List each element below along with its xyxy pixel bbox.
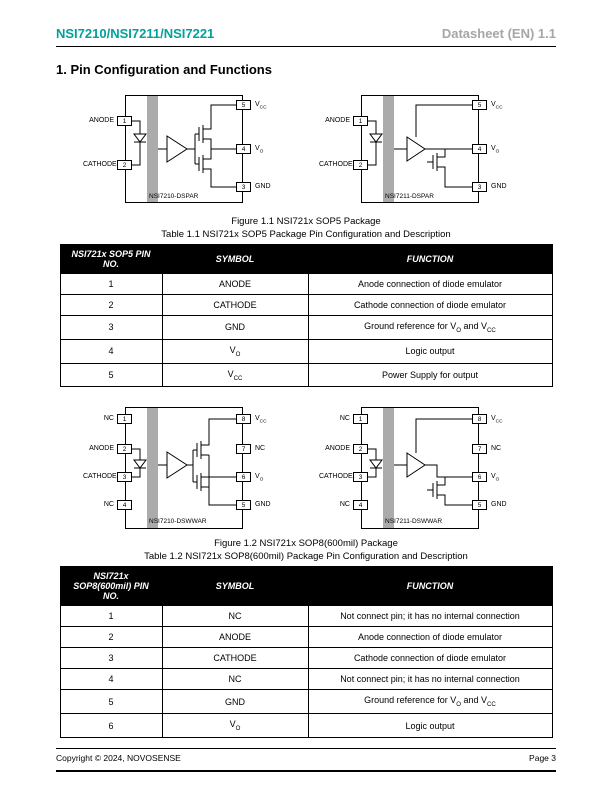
table-cell: $V_{CC}$ [162,363,308,387]
pin-label: CATHODE [83,473,117,481]
table-cell: 3 [60,648,162,669]
pin-box: 6 [236,472,251,482]
pin-label: ANODE [325,445,350,453]
pin-box: 5 [472,100,487,110]
table-row [60,627,552,648]
sop5-figure-row [56,89,556,213]
pin-box: 8 [236,414,251,424]
table-cell: ANODE [162,627,308,648]
table-cell: Cathode connection of diode emulator [308,648,552,669]
pin-box: 4 [353,500,368,510]
table-cell: CATHODE [162,295,308,316]
pin-box: 2 [353,444,368,454]
table-row [60,295,552,316]
pin-label: CATHODE [83,161,117,168]
package-diagram-nsi7210-dspar [83,89,293,213]
pin-box: 7 [472,444,487,454]
table-row [60,363,552,387]
pin-label: ANODE [325,117,350,124]
pin-box: 1 [117,116,132,126]
figure-caption: Figure 1.2 NSI721x SOP8(600mil) Package [214,538,398,550]
table-cell: Anode connection of diode emulator [308,627,552,648]
pin-box: 1 [117,414,132,424]
pin-box: 6 [472,472,487,482]
table-caption: Table 1.1 NSI721x SOP5 Package Pin Configuration and Description [161,229,451,240]
table-cell: Logic output [308,339,552,363]
table-cell: NC [162,606,308,627]
pin-box: 2 [117,444,132,454]
footer-bottom-bar [56,770,556,773]
section-title: 1. Pin Configuration and Functions [56,62,272,77]
pin-box: 1 [353,414,368,424]
column-header: NSI721x SOP8(600mil) PIN NO. [60,567,162,606]
pin-label: NC [255,445,266,453]
copyright-text: Copyright © 2024, NOVOSENSE [56,752,181,763]
table-cell: 1 [60,606,162,627]
sop8-figure-row [56,403,556,535]
part-number-label: NSI7210-DSPAR [149,193,199,200]
table-row [60,648,552,669]
pin-box: 2 [353,160,368,170]
table-cell: NC [162,669,308,690]
column-header: SYMBOL [162,245,308,274]
column-header: FUNCTION [308,567,552,606]
table-row [60,274,552,295]
pin-label: $V_O$ [255,473,264,483]
table-row [60,339,552,363]
table-cell: Ground reference for $V_O$ and $V_{CC}$ [308,316,552,340]
isolation-barrier [147,408,158,528]
package-diagram-nsi7210-dswwar [83,403,293,535]
isolation-barrier [383,96,394,202]
pin-box: 7 [236,444,251,454]
isolation-barrier [147,96,158,202]
pin-label: CATHODE [319,161,353,168]
pin-box: 5 [472,500,487,510]
pin-label: GND [255,183,271,190]
page-footer [56,748,556,773]
pin-label: $V_{CC}$ [491,101,503,111]
table-cell: ANODE [162,274,308,295]
table-caption: Table 1.2 NSI721x SOP8(600mil) Package Pin Configuration and Description [144,551,468,563]
pin-box: 4 [236,144,251,154]
table-cell: 5 [60,690,162,714]
pin-box: 4 [472,144,487,154]
sop5-pin-table [60,244,553,387]
part-number-label: NSI7210-DSWWAR [149,518,207,526]
part-number-label: NSI7211-DSWWAR [385,518,443,526]
pin-label: NC [103,501,114,509]
pin-label: NC [491,445,502,453]
pin-box: 8 [472,414,487,424]
package-diagram-nsi7211-dspar [319,89,529,213]
package-diagram-nsi7211-dswwar [319,403,529,535]
datasheet-version-label: Datasheet (EN) 1.1 [441,26,556,41]
pin-box: 3 [353,472,368,482]
table-cell: 2 [60,627,162,648]
pin-label: ANODE [89,117,114,124]
table-cell: Not connect pin; it has no internal connection [308,606,552,627]
document-title: NSI7210/NSI7211/NSI7221 [56,26,215,41]
pin-label: $V_{CC}$ [255,101,267,111]
table-cell: Logic output [308,714,552,738]
pin-label: CATHODE [319,473,353,481]
table-cell: Ground reference for $V_O$ and $V_{CC}$ [308,690,552,714]
table-cell: 2 [60,295,162,316]
pin-label: $V_{CC}$ [491,415,503,425]
pin-label: GND [491,501,507,509]
table-cell: 1 [60,274,162,295]
table-cell: Anode connection of diode emulator [308,274,552,295]
pin-label: GND [255,501,271,509]
pin-box: 3 [472,182,487,192]
table-cell: 3 [60,316,162,340]
column-header: FUNCTION [308,245,552,274]
table-row [60,690,552,714]
pin-label: $V_O$ [255,145,264,155]
pin-box: 5 [236,500,251,510]
isolation-barrier [383,408,394,528]
table-row [60,714,552,738]
table-cell: 5 [60,363,162,387]
pin-label: $V_O$ [491,473,500,483]
table-cell: 4 [60,339,162,363]
pin-label: NC [103,415,114,423]
pin-box: 5 [236,100,251,110]
pin-box: 3 [236,182,251,192]
figure-caption: Figure 1.1 NSI721x SOP5 Package [231,216,381,227]
table-cell: Not connect pin; it has no internal connection [308,669,552,690]
pin-label: NC [339,415,350,423]
table-cell: $V_O$ [162,339,308,363]
pin-box: 2 [117,160,132,170]
pin-box: 1 [353,116,368,126]
table-cell: GND [162,316,308,340]
table-cell: 6 [60,714,162,738]
table-cell: 4 [60,669,162,690]
pin-label: $V_{CC}$ [255,415,267,425]
pin-box: 3 [117,472,132,482]
part-number-label: NSI7211-DSPAR [385,193,434,200]
pin-label: GND [491,183,507,190]
page-header [56,0,556,47]
table-header-row [60,567,552,606]
table-row [60,669,552,690]
table-cell: CATHODE [162,648,308,669]
table-cell: Cathode connection of diode emulator [308,295,552,316]
table-row [60,606,552,627]
pin-label: NC [339,501,350,509]
table-header-row [60,245,552,274]
table-row [60,316,552,340]
pin-label: $V_O$ [491,145,500,155]
table-cell: $V_O$ [162,714,308,738]
page-number: Page 3 [529,752,556,763]
column-header: SYMBOL [162,567,308,606]
table-cell: Power Supply for output [308,363,552,387]
pin-box: 4 [117,500,132,510]
sop8-pin-table [60,566,553,738]
column-header: NSI721x SOP5 PIN NO. [60,245,162,274]
table-cell: GND [162,690,308,714]
pin-label: ANODE [89,445,114,453]
